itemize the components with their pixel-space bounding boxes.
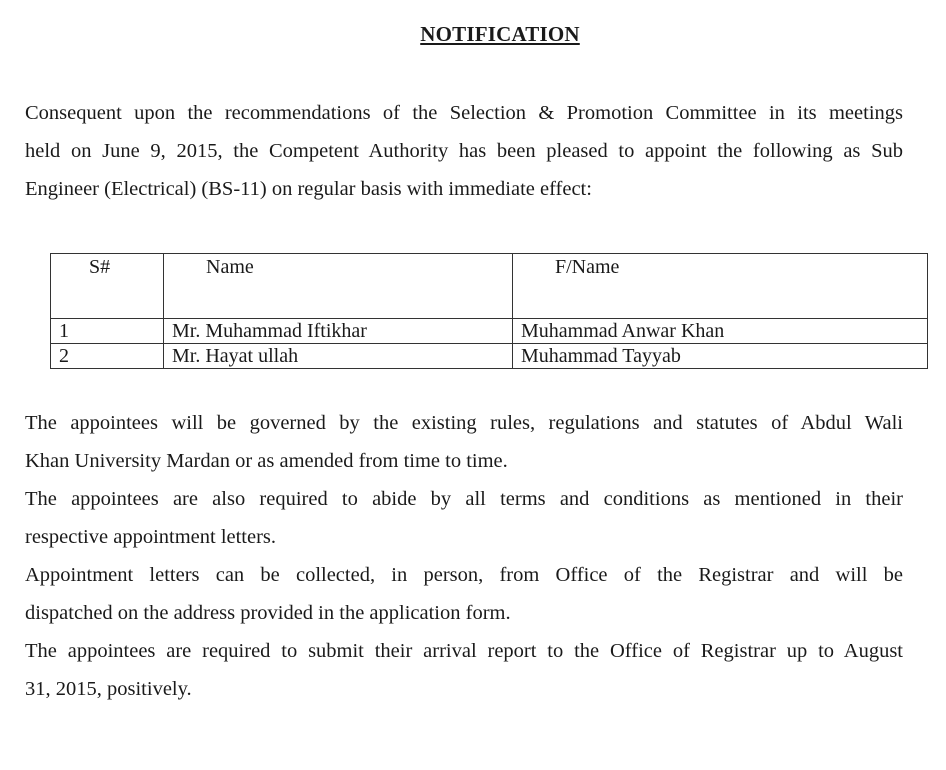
body-line: The appointees are also required to abide by all terms and conditions as mentioned in their [25,488,903,510]
table-row [51,319,928,344]
cell-father-name: Muhammad Tayyab [513,344,928,369]
body-line: The appointees will be governed by the existing rules, regulations and statutes of Abdul Wali [25,412,903,434]
header-serial: S# [51,254,164,319]
notification-title: NOTIFICATION [420,22,580,46]
cell-serial: 2 [51,344,164,369]
header-name: Name [164,254,513,319]
cell-father-name: Muhammad Anwar Khan [513,319,928,344]
body-line: Khan University Mardan or as amended from time to time. [25,450,508,472]
cell-serial: 1 [51,319,164,344]
body-line: dispatched on the address provided in the application form. [25,602,511,624]
header-father-name: F/Name [513,254,928,319]
body-line: The appointees are required to submit their arrival report to the Office of Registrar up to August [25,640,903,662]
body-line: Appointment letters can be collected, in person, from Office of the Registrar and will be [25,564,903,586]
intro-paragraph [25,94,903,208]
table-row [51,344,928,369]
body-line: respective appointment letters. [25,526,277,548]
body-paragraphs [25,404,903,708]
intro-line: held on June 9, 2015, the Competent Authority has been pleased to appoint the following as Sub [25,140,903,162]
appointees-table [50,253,928,369]
cell-name: Mr. Muhammad Iftikhar [164,319,513,344]
intro-line: Consequent upon the recommendations of the Selection & Promotion Committee in its meetings [25,102,903,124]
body-line: 31, 2015, positively. [25,678,192,700]
table-header-row [51,254,928,319]
cell-name: Mr. Hayat ullah [164,344,513,369]
intro-line: Engineer (Electrical) (BS-11) on regular basis with immediate effect: [25,178,592,200]
